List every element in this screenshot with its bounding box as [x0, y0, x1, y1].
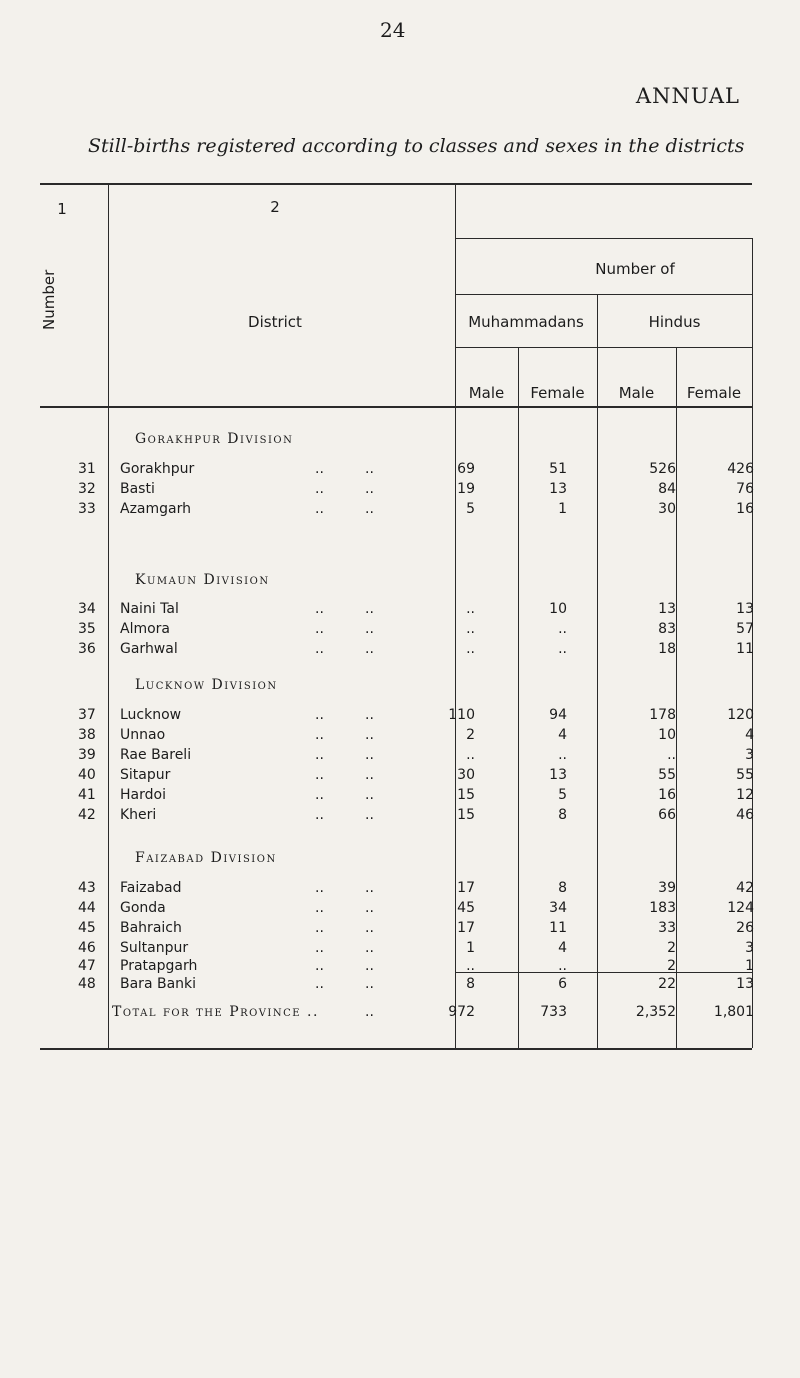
hindu-male-value: 55	[658, 767, 676, 783]
leader-dots: ..	[315, 481, 324, 497]
district-name: Pratapgarh	[120, 958, 198, 974]
hindu-female-value: 4	[745, 727, 754, 743]
leader-dots: ..	[315, 501, 324, 517]
leader-dots: ..	[365, 958, 374, 974]
district-header: District	[248, 313, 302, 331]
table-row	[0, 601, 800, 621]
muh-female-value: 11	[549, 920, 567, 936]
hindu-female-value: 12	[736, 787, 754, 803]
table-row	[0, 481, 800, 501]
hindu-male-value: 18	[658, 641, 676, 657]
header-bottom-rule	[40, 406, 752, 408]
leader-dots: ..	[365, 621, 374, 637]
hindu-male-value: 16	[658, 787, 676, 803]
district-name: Gonda	[120, 900, 166, 916]
muh-female-value: ..	[558, 641, 567, 657]
row-number: 43	[78, 880, 96, 896]
row-number: 34	[78, 601, 96, 617]
muh-female-value: ..	[558, 747, 567, 763]
leader-dots: ..	[365, 767, 374, 783]
hindu-male-value: 83	[658, 621, 676, 637]
hindu-female-header: Female	[686, 384, 742, 402]
district-name: Kheri	[120, 807, 157, 823]
table-row	[0, 958, 800, 978]
row-number: 46	[78, 940, 96, 956]
row-number: 47	[78, 958, 96, 974]
hindu-female-value: 3	[745, 940, 754, 956]
hindu-female-value: 3	[745, 747, 754, 763]
leader-dots: ..	[365, 601, 374, 617]
district-name: Bara Banki	[120, 976, 197, 992]
table-row	[0, 976, 800, 996]
row-number: 42	[78, 807, 96, 823]
table-row	[0, 920, 800, 940]
muh-female-value: 10	[549, 601, 567, 617]
muhammadans-header: Muhammadans	[468, 313, 584, 331]
district-name: Basti	[120, 481, 155, 497]
table-row	[0, 461, 800, 481]
district-name: Hardoi	[120, 787, 166, 803]
muh-female-value: 13	[549, 481, 567, 497]
hindu-female-value: 46	[736, 807, 754, 823]
hindu-male-value: 33	[658, 920, 676, 936]
row-number: 36	[78, 641, 96, 657]
muh-female-value: 34	[549, 900, 567, 916]
division-heading: Lucknow Division	[135, 677, 278, 693]
hindu-female-value: 16	[736, 501, 754, 517]
table-row	[0, 501, 800, 521]
hindu-male-value: 178	[649, 707, 676, 723]
table-row	[0, 767, 800, 787]
page-number: 24	[380, 18, 406, 42]
district-name: Almora	[120, 621, 171, 637]
muh-male-value: 5	[466, 501, 475, 517]
row-number: 40	[78, 767, 96, 783]
muh-female-value: 4	[558, 940, 567, 956]
muh-male-value: ..	[466, 601, 475, 617]
leader-dots: ..	[315, 767, 324, 783]
district-name: Sitapur	[120, 767, 171, 783]
table-row	[0, 747, 800, 767]
leader-dots: ..	[365, 481, 374, 497]
row-number: 33	[78, 501, 96, 517]
leader-dots: ..	[315, 940, 324, 956]
leader-dots: ..	[315, 787, 324, 803]
table-row	[0, 807, 800, 827]
hindu-female-value: 124	[727, 900, 754, 916]
table-bottom-rule	[40, 1048, 752, 1050]
hindu-female-value: 26	[736, 920, 754, 936]
muh-female-value: ..	[558, 621, 567, 637]
muh-male-value: 17	[457, 880, 475, 896]
hindu-female-value: 1	[745, 958, 754, 974]
table-row	[0, 900, 800, 920]
row-number: 45	[78, 920, 96, 936]
muh-female-value: 94	[549, 707, 567, 723]
muh-female-value: ..	[558, 958, 567, 974]
row-number: 48	[78, 976, 96, 992]
total-muh-male: 972	[448, 1004, 475, 1020]
total-label: Total for the Province ..	[112, 1004, 319, 1020]
table-row	[0, 787, 800, 807]
leader-dots: ..	[365, 900, 374, 916]
hindu-female-value: 13	[736, 976, 754, 992]
leader-dots: ..	[365, 1004, 374, 1020]
district-name: Rae Bareli	[120, 747, 192, 763]
leader-dots: ..	[365, 727, 374, 743]
hindu-male-value: 13	[658, 601, 676, 617]
hindu-female-value: 57	[736, 621, 754, 637]
hindu-female-value: 13	[736, 601, 754, 617]
leader-dots: ..	[315, 727, 324, 743]
muh-male-value: ..	[466, 747, 475, 763]
table-row	[0, 641, 800, 661]
leader-dots: ..	[315, 900, 324, 916]
muh-male-value: 19	[457, 481, 475, 497]
table-row	[0, 707, 800, 727]
table-top-rule	[40, 183, 752, 185]
hindu-female-value: 426	[727, 461, 754, 477]
district-name: Sultanpur	[120, 940, 189, 956]
muh-female-value: 4	[558, 727, 567, 743]
table-row	[0, 621, 800, 641]
muh-male-value: ..	[466, 621, 475, 637]
row-number: 32	[78, 481, 96, 497]
hindu-female-value: 42	[736, 880, 754, 896]
number-of-header: Number of	[595, 260, 675, 278]
row-number: 38	[78, 727, 96, 743]
muh-female-value: 51	[549, 461, 567, 477]
leader-dots: ..	[365, 807, 374, 823]
division-heading: Faizabad Division	[135, 850, 277, 866]
leader-dots: ..	[365, 787, 374, 803]
row-number: 31	[78, 461, 96, 477]
muh-male-value: ..	[466, 641, 475, 657]
col-number-1: 1	[57, 200, 67, 218]
muh-female-header: Female	[530, 384, 585, 402]
hindu-male-value: 30	[658, 501, 676, 517]
page-heading: ANNUAL	[635, 84, 740, 108]
leader-dots: ..	[315, 621, 324, 637]
muh-male-value: 1	[466, 940, 475, 956]
header-rule-3	[455, 347, 752, 348]
total-muh-female: 733	[540, 1004, 567, 1020]
table-row	[0, 727, 800, 747]
muh-male-header: Male	[468, 384, 505, 402]
district-name: Unnao	[120, 727, 166, 743]
leader-dots: ..	[315, 880, 324, 896]
leader-dots: ..	[315, 601, 324, 617]
row-number: 44	[78, 900, 96, 916]
hindu-male-value: 22	[658, 976, 676, 992]
district-name: Bahraich	[120, 920, 182, 936]
muh-male-value: 69	[457, 461, 475, 477]
muh-female-value: 13	[549, 767, 567, 783]
leader-dots: ..	[315, 461, 324, 477]
leader-dots: ..	[315, 641, 324, 657]
header-rule-1	[455, 238, 752, 239]
hindu-male-value: 10	[658, 727, 676, 743]
hindu-male-value: 526	[649, 461, 676, 477]
district-name: Lucknow	[120, 707, 182, 723]
district-name: Azamgarh	[120, 501, 191, 517]
col-number-2: 2	[270, 198, 280, 216]
muh-female-value: 8	[558, 807, 567, 823]
leader-dots: ..	[365, 461, 374, 477]
muh-female-value: 8	[558, 880, 567, 896]
hindu-male-value: 66	[658, 807, 676, 823]
leader-dots: ..	[315, 976, 324, 992]
muh-female-value: 6	[558, 976, 567, 992]
leader-dots: ..	[365, 940, 374, 956]
district-name: Garhwal	[120, 641, 178, 657]
district-name: Naini Tal	[120, 601, 179, 617]
hindu-male-value: ..	[667, 747, 676, 763]
muh-male-value: 45	[457, 900, 475, 916]
muh-male-value: 110	[448, 707, 475, 723]
leader-dots: ..	[365, 976, 374, 992]
hindu-male-header: Male	[618, 384, 655, 402]
hindus-header: Hindus	[648, 313, 701, 331]
table-caption: Still-births registered according to classes and sexes in the districts	[88, 135, 745, 157]
muh-male-value: 15	[457, 807, 475, 823]
muh-male-value: ..	[466, 958, 475, 974]
muh-male-value: 30	[457, 767, 475, 783]
hindu-male-value: 39	[658, 880, 676, 896]
total-hindu-female: 1,801	[713, 1004, 754, 1020]
hindu-female-value: 11	[736, 641, 754, 657]
muh-male-value: 15	[457, 787, 475, 803]
table-row	[0, 940, 800, 960]
leader-dots: ..	[315, 807, 324, 823]
hindu-male-value: 2	[667, 940, 676, 956]
row-number: 39	[78, 747, 96, 763]
muh-male-value: 2	[466, 727, 475, 743]
total-hindu-male: 2,352	[635, 1004, 676, 1020]
leader-dots: ..	[315, 707, 324, 723]
total-row	[0, 1004, 800, 1024]
leader-dots: ..	[315, 747, 324, 763]
hindu-female-value: 120	[727, 707, 754, 723]
muh-female-value: 1	[558, 501, 567, 517]
muh-male-value: 17	[457, 920, 475, 936]
hindu-male-value: 2	[667, 958, 676, 974]
row-number: 37	[78, 707, 96, 723]
leader-dots: ..	[315, 958, 324, 974]
muh-male-value: 8	[466, 976, 475, 992]
district-name: Gorakhpur	[120, 461, 195, 477]
hindu-female-value: 76	[736, 481, 754, 497]
header-rule-2	[455, 294, 752, 295]
row-number: 35	[78, 621, 96, 637]
table-row	[0, 880, 800, 900]
district-name: Faizabad	[120, 880, 182, 896]
leader-dots: ..	[365, 501, 374, 517]
division-heading: Gorakhpur Division	[135, 431, 294, 447]
leader-dots: ..	[365, 707, 374, 723]
number-column-header: Number	[40, 269, 58, 330]
leader-dots: ..	[365, 880, 374, 896]
hindu-female-value: 55	[736, 767, 754, 783]
hindu-male-value: 84	[658, 481, 676, 497]
row-number: 41	[78, 787, 96, 803]
hindu-male-value: 183	[649, 900, 676, 916]
leader-dots: ..	[365, 920, 374, 936]
leader-dots: ..	[315, 920, 324, 936]
muh-female-value: 5	[558, 787, 567, 803]
division-heading: Kumaun Division	[135, 572, 270, 588]
leader-dots: ..	[365, 747, 374, 763]
leader-dots: ..	[365, 641, 374, 657]
